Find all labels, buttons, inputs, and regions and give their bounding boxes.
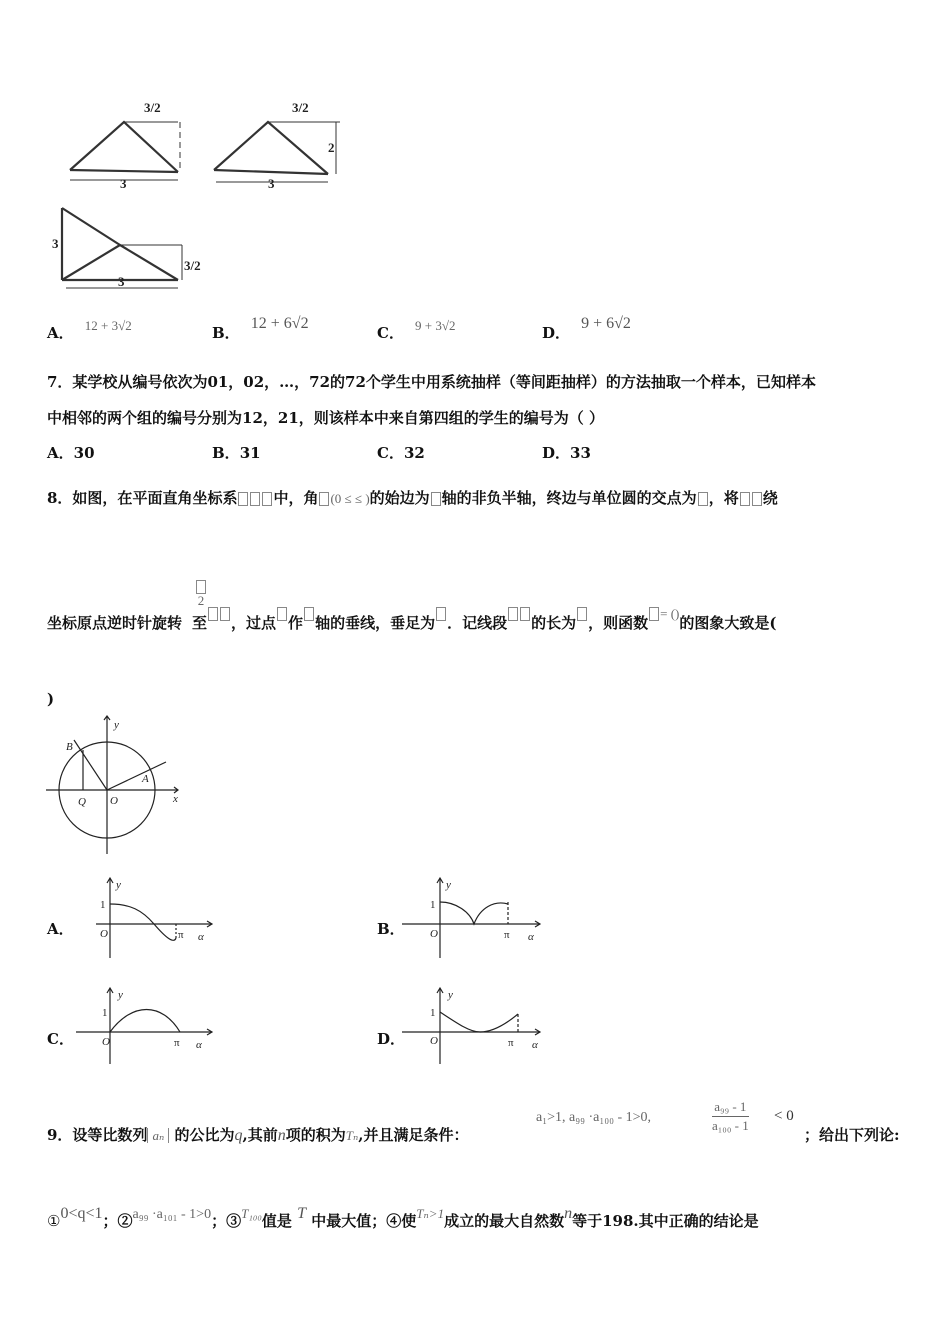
q9-text: 成立的最大自然数 [444, 1212, 565, 1230]
q8-text: 轴的非负半轴，终边与单位圆的交点为 [441, 489, 697, 507]
q9-text: 等于198.其中正确的结论是 [572, 1212, 759, 1230]
q9-fraction [712, 1098, 749, 1135]
q9-Tn: Tₙ [345, 1128, 359, 1143]
q8-text: 坐标原点逆时针旋转 [47, 614, 183, 632]
option-label: A． [47, 444, 74, 462]
graph-alpha: α [198, 931, 204, 943]
option-label: C． [377, 444, 404, 462]
q8-text: 轴的垂线，垂足为 [315, 614, 436, 632]
graph-y: y [116, 879, 121, 891]
q9-text: ,并且满足条件： [358, 1126, 469, 1144]
q9-c3-mark: ；③ [211, 1212, 242, 1230]
circle-label-x: x [173, 793, 178, 805]
q8-angle-range: (0 ≤ ≤ ) [330, 491, 370, 506]
q9-line2 [47, 1205, 759, 1231]
q9-q: q [234, 1127, 243, 1144]
q8-text: 的始边为 [369, 489, 430, 507]
graph-one: 1 [430, 899, 436, 911]
q8-text: 的长为 [531, 614, 577, 632]
q8-text: ，则函数 [588, 614, 649, 632]
view3-base-label: 3 [118, 274, 125, 289]
q7-line2: 中相邻的两个组的编号分别为12，21，则该样本中来自第四组的学生的编号为（ ） [47, 409, 604, 427]
option-value: 32 [403, 444, 425, 462]
q9-frac-den: a₁₀₀ - 1 [712, 1118, 749, 1133]
q8-text: 作 [288, 614, 304, 632]
q9-c2-mark: ；② [102, 1212, 133, 1230]
q7-option-c[interactable] [377, 442, 425, 463]
view3-left-label: 3 [52, 236, 59, 251]
q9-text: 项的积为 [285, 1126, 346, 1144]
graph-option-b[interactable] [398, 872, 548, 964]
q6-option-c[interactable] [377, 318, 456, 343]
graph-pi: π [504, 929, 510, 941]
graph-origin: O [430, 928, 438, 940]
q9-frac-num: a₉₉ - 1 [712, 1098, 749, 1117]
q7-option-a[interactable] [47, 442, 95, 463]
graph-pi: π [174, 1037, 180, 1049]
q8-line1 [47, 487, 778, 508]
graph-y: y [446, 879, 451, 891]
q6-option-b[interactable] [212, 315, 309, 343]
q8-function-expr: = () [660, 606, 680, 621]
graph-y: y [448, 989, 453, 1001]
q8-text: 至 [192, 614, 208, 632]
q9-c4-n: n [564, 1205, 573, 1222]
q8-text: 绕 [762, 489, 778, 507]
view3-right-label: 3/2 [184, 258, 201, 273]
q9-c3: T₁₀₀ [241, 1206, 262, 1221]
option-label: A． [47, 324, 74, 342]
q8-text: 的图象大致是( [679, 614, 777, 632]
graph-option-d[interactable] [398, 982, 548, 1068]
graph-one: 1 [100, 899, 106, 911]
q8-text: ．记线段 [447, 614, 508, 632]
q9-condition: a₁>1, a₉₉ ·a₁₀₀ - 1>0, [536, 1110, 652, 1125]
graph-pi: π [178, 929, 184, 941]
q8-frac-den: 2 [197, 593, 205, 608]
q8-line3: ) [47, 690, 55, 708]
q9-text: 9．设等比数列 [47, 1126, 148, 1144]
graph-origin: O [430, 1035, 438, 1047]
q9-c1-mark: ① [47, 1212, 61, 1230]
view1-base-label: 3 [120, 176, 127, 191]
q8-rotate-frac [196, 580, 206, 607]
q7-option-b[interactable] [212, 442, 261, 463]
q9-lt0: < 0 [774, 1108, 794, 1124]
graph-pi: π [508, 1037, 514, 1049]
three-view-figure [40, 90, 360, 300]
view1-top-label: 3/2 [144, 100, 161, 115]
graph-option-b-label[interactable]: B． [377, 920, 405, 938]
circle-label-a: A [142, 773, 149, 785]
option-value: 30 [73, 444, 95, 462]
q9-text: 中最大值；④使 [311, 1212, 417, 1230]
graph-alpha: α [196, 1039, 202, 1051]
option-value: 9 + 6√2 [581, 315, 631, 332]
option-value: 9 + 3√2 [415, 318, 456, 333]
option-value: 31 [239, 444, 261, 462]
q9-c4: Tₙ>1 [416, 1206, 445, 1221]
circle-label-b: B [66, 741, 73, 753]
option-label: D． [542, 444, 571, 462]
q8-text: ，过点 [231, 614, 277, 632]
view2-base-label: 3 [268, 176, 275, 191]
option-label: D． [542, 324, 571, 342]
q9-text: ,其前 [242, 1126, 278, 1144]
q9-n: n [277, 1127, 286, 1144]
q7-line1: 7．某学校从编号依次为01，02，…，72的72个学生中用系统抽样（等间距抽样）的方法抽取一个样本，已知样本 [47, 373, 816, 391]
q9-text-end: ；给出下列论: [804, 1126, 900, 1144]
option-label: B． [212, 444, 240, 462]
view2-top-label: 3/2 [292, 100, 309, 115]
q7-option-d[interactable] [542, 442, 591, 463]
graph-origin: O [100, 928, 108, 940]
unit-circle-figure [40, 712, 190, 860]
graph-option-d-label[interactable]: D． [377, 1030, 406, 1048]
circle-label-o: O [110, 795, 118, 807]
q8-line2 [47, 606, 777, 633]
q9-text: 的公比为 [174, 1126, 235, 1144]
graph-option-a[interactable] [92, 872, 222, 964]
graph-alpha: α [532, 1039, 538, 1051]
option-value: 33 [570, 444, 591, 462]
q9-c2: a₉₉ ·a₁₀₁ - 1>0 [132, 1207, 212, 1222]
circle-label-q: Q [78, 796, 86, 808]
graph-one: 1 [430, 1007, 436, 1019]
q8-text: 中，角 [273, 489, 319, 507]
option-value: 12 + 6√2 [250, 315, 309, 332]
q9-text: 值是 [261, 1212, 292, 1230]
q9-T: T [297, 1205, 307, 1222]
q9-sequence: aₙ [147, 1128, 169, 1143]
graph-option-c[interactable] [72, 982, 222, 1068]
option-label: C． [377, 324, 404, 342]
q8-text: 8．如图，在平面直角坐标系 [47, 489, 238, 507]
q9-line1 [47, 1124, 468, 1145]
view2-side-label: 2 [328, 140, 335, 155]
q9-c1: 0<q<1 [60, 1205, 103, 1222]
q6-option-d[interactable] [542, 315, 631, 343]
q6-option-a[interactable] [47, 318, 132, 343]
graph-option-a-label[interactable]: A． [47, 920, 74, 938]
circle-label-y: y [114, 719, 119, 731]
q8-text: ，将 [708, 489, 739, 507]
graph-y: y [118, 989, 123, 1001]
graph-alpha: α [528, 931, 534, 943]
graph-origin: O [102, 1036, 110, 1048]
graph-option-c-label[interactable]: C． [47, 1030, 74, 1048]
graph-one: 1 [102, 1007, 108, 1019]
option-label: B． [212, 324, 240, 342]
option-value: 12 + 3√2 [84, 318, 132, 333]
